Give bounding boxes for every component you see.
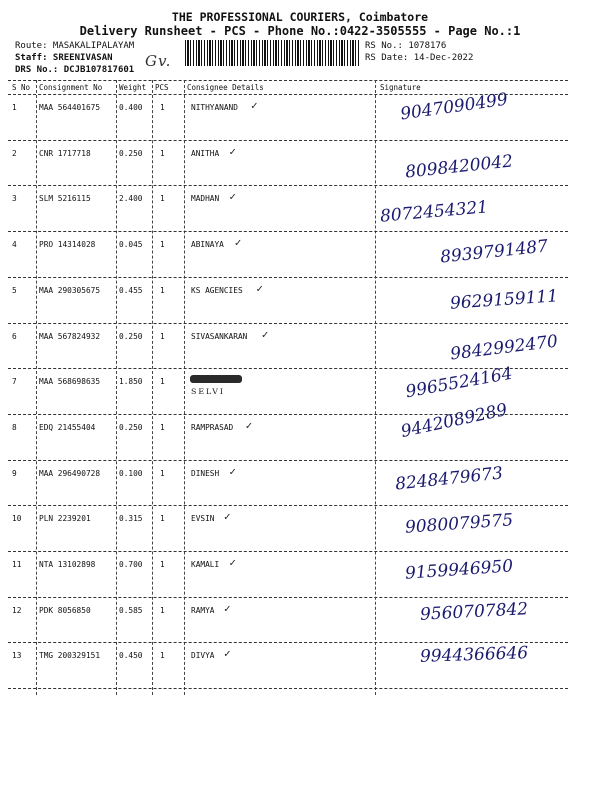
cell-sno: 10: [12, 514, 22, 524]
rs-number: RS No.: 1078176: [365, 41, 447, 51]
cell-sno: 8: [12, 422, 17, 432]
column-divider: [375, 80, 376, 695]
cell-consignment-no: EDQ 21455404: [39, 422, 96, 432]
check-mark-icon: ✓: [229, 556, 237, 569]
company-name: THE PROFESSIONAL COURIERS, Coimbatore: [171, 10, 429, 24]
col-header-consignee: Consignee Details: [187, 83, 264, 92]
cell-sno: 4: [12, 240, 17, 250]
signature-handwritten: 8098420042: [404, 151, 514, 183]
struck-out-name: [190, 375, 242, 383]
cell-consignment-no: MAA 568698635: [39, 377, 101, 387]
check-mark-icon: ✓: [261, 327, 269, 341]
cell-weight: 0.250: [119, 148, 143, 158]
check-mark-icon: ✓: [251, 99, 258, 112]
signature-handwritten: 9944366646: [419, 643, 529, 668]
check-mark-icon: ✓: [224, 601, 231, 615]
cell-pcs: 1: [160, 468, 165, 478]
check-mark-icon: ✓: [229, 464, 237, 478]
cell-consignee: EVSIN: [191, 514, 215, 524]
cell-pcs: 1: [160, 240, 165, 250]
check-mark-icon: ✓: [224, 510, 231, 524]
cell-weight: 0.700: [119, 560, 143, 569]
signature-handwritten: 8248479673: [394, 462, 504, 495]
row-rule: [8, 323, 568, 324]
cell-pcs: 1: [160, 148, 165, 158]
cell-consignment-no: CNR 1717718: [39, 148, 91, 158]
cell-sno: 13: [12, 651, 22, 661]
cell-weight: 2.400: [119, 194, 143, 204]
cell-weight: 0.250: [119, 331, 143, 341]
cell-consignee: RAMYA: [191, 605, 215, 615]
runsheet-heading: Delivery Runsheet - PCS - Phone No.:0422-3505555 - Page No.:1: [79, 24, 521, 38]
check-mark-icon: ✓: [229, 144, 237, 158]
col-header-sno: S No: [12, 83, 31, 92]
signature-handwritten: 9560707842: [419, 598, 529, 625]
cell-consignment-no: SLM 5216115: [39, 194, 91, 204]
cell-sno: 2: [12, 148, 17, 158]
cell-consignment-no: MAA 296490728: [39, 468, 101, 478]
signature-handwritten: 9159946950: [404, 556, 514, 584]
check-mark-icon: ✓: [224, 647, 231, 661]
cell-consignee: SELVI: [191, 387, 225, 397]
cell-pcs: 1: [160, 194, 165, 204]
cell-pcs: 1: [160, 331, 165, 341]
col-header-pcs: PCS: [155, 83, 169, 92]
row-rule: [8, 642, 568, 643]
signature-handwritten: 8939791487: [439, 236, 549, 268]
cell-consignee: DIVYA: [191, 651, 215, 661]
cell-sno: 5: [12, 285, 17, 295]
cell-consignee: KAMALI: [191, 560, 220, 569]
cell-weight: 0.250: [119, 422, 143, 432]
cell-consignment-no: MAA 564401675: [39, 103, 101, 112]
cell-consignee: ANITHA: [191, 148, 220, 158]
cell-weight: 0.045: [119, 240, 143, 250]
row-rule: [8, 185, 568, 186]
cell-pcs: 1: [160, 651, 165, 661]
document-title: [0, 10, 600, 38]
col-header-consignment: Consignment No: [39, 83, 103, 92]
cell-weight: 0.450: [119, 651, 143, 661]
cell-pcs: 1: [160, 560, 165, 569]
signature-handwritten: 9842992470: [449, 330, 559, 365]
check-mark-icon: ✓: [229, 190, 237, 204]
cell-consignment-no: TMG 200329151: [39, 651, 101, 661]
cell-sno: 6: [12, 331, 17, 341]
cell-consignee: SIVASANKARAN: [191, 331, 248, 341]
cell-weight: 1.850: [119, 377, 143, 387]
row-rule: [8, 688, 568, 689]
cell-weight: 0.315: [119, 514, 143, 524]
cell-weight: 0.455: [119, 285, 143, 295]
cell-consignee: NITHYANAND: [191, 103, 238, 112]
check-mark-icon: ✓: [256, 281, 264, 295]
column-divider: [36, 80, 37, 695]
cell-consignment-no: PLN 2239201: [39, 514, 91, 524]
row-rule: [8, 597, 568, 598]
row-rule: [8, 140, 568, 141]
col-header-weight: Weight: [119, 83, 147, 92]
col-header-signature: Signature: [380, 83, 421, 92]
row-rule: [8, 460, 568, 461]
staff-label: Staff: SREENIVASAN: [15, 53, 113, 63]
signature-handwritten: 9965524164: [404, 363, 515, 403]
cell-pcs: 1: [160, 422, 165, 432]
column-divider: [184, 80, 185, 695]
cell-weight: 0.100: [119, 468, 143, 478]
signature-handwritten: 9080079575: [404, 510, 514, 539]
cell-weight: 0.400: [119, 103, 143, 112]
signature-handwritten: 9442089289: [399, 399, 510, 442]
row-rule: [8, 505, 568, 506]
cell-consignee: MADHAN: [191, 194, 220, 204]
check-mark-icon: ✓: [234, 236, 242, 250]
cell-consignment-no: PRO 14314028: [39, 240, 96, 250]
cell-sno: 12: [12, 605, 22, 615]
barcode: [185, 40, 360, 66]
cell-consignment-no: NTA 13102898: [39, 560, 96, 569]
cell-sno: 3: [12, 194, 17, 204]
cell-sno: 1: [12, 103, 17, 112]
cell-consignee: ABINAYA: [191, 240, 224, 250]
cell-consignee: RAMPRASAD: [191, 422, 234, 432]
row-rule: [8, 231, 568, 232]
cell-sno: 9: [12, 468, 17, 478]
route-label: Route: MASAKALIPALAYAM: [15, 41, 135, 51]
drs-number: DRS No.: DCJB107817601: [15, 65, 135, 75]
row-rule: [8, 551, 568, 552]
signature-handwritten: 9047090499: [399, 89, 510, 125]
cell-pcs: 1: [160, 377, 165, 387]
signature-handwritten: 9629159111: [449, 286, 559, 314]
cell-sno: 11: [12, 560, 22, 569]
cell-consignment-no: PDK 8056850: [39, 605, 91, 615]
cell-consignee: KS AGENCIES: [191, 285, 243, 295]
cell-consignment-no: MAA 290305675: [39, 285, 101, 295]
table-top-rule: [8, 80, 568, 81]
staff-initials-handwritten: Gv.: [145, 52, 172, 70]
column-divider: [116, 80, 117, 695]
cell-consignee: DINESH: [191, 468, 220, 478]
cell-pcs: 1: [160, 285, 165, 295]
cell-weight: 0.585: [119, 605, 143, 615]
cell-pcs: 1: [160, 514, 165, 524]
signature-handwritten: 8072454321: [379, 197, 489, 228]
rs-date: RS Date: 14-Dec-2022: [365, 53, 474, 63]
cell-consignment-no: MAA 567824932: [39, 331, 101, 341]
cell-sno: 7: [12, 377, 17, 387]
check-mark-icon: ✓: [245, 418, 253, 432]
column-divider: [152, 80, 153, 695]
cell-pcs: 1: [160, 605, 165, 615]
cell-pcs: 1: [160, 103, 165, 112]
row-rule: [8, 277, 568, 278]
